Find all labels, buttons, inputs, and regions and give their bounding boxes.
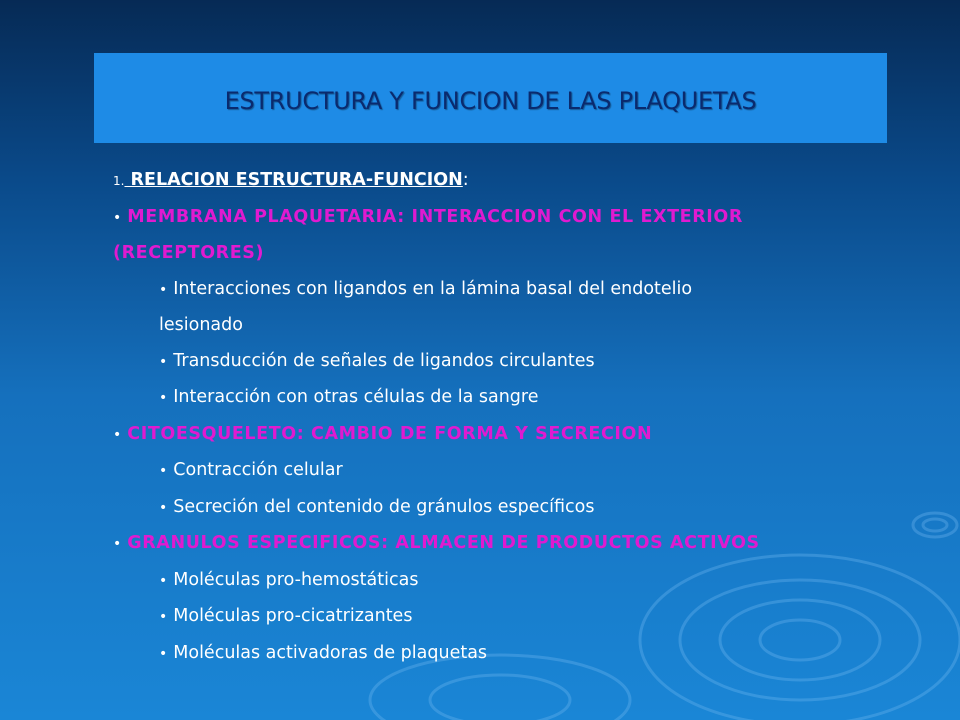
- list-item-text: Moléculas activadoras de plaquetas: [173, 642, 488, 663]
- group-label-line1: CITOESQUELETO: CAMBIO DE FORMA Y SECRECION: [127, 423, 653, 444]
- bullet-icon: •: [159, 353, 168, 370]
- bullet-icon: •: [159, 281, 168, 298]
- list-item: [113, 636, 813, 673]
- section-number: 1.: [113, 174, 125, 188]
- list-item-text: Moléculas pro-cicatrizantes: [173, 606, 413, 626]
- list-item-text: Secreción del contenido de gránulos específicos: [173, 496, 595, 517]
- section-colon: :: [462, 170, 469, 190]
- list-item: [113, 380, 813, 417]
- list-item-text: Contracción celular: [173, 460, 343, 480]
- bullet-icon: •: [159, 390, 168, 406]
- list-item: [113, 599, 813, 636]
- group-label-granulos: [113, 526, 813, 563]
- list-item: [113, 344, 813, 381]
- list-item: [113, 453, 813, 490]
- group-label-membrana: [113, 200, 813, 237]
- slide-content: [113, 163, 813, 672]
- bullet-icon: •: [113, 536, 122, 552]
- bullet-icon: •: [159, 463, 168, 479]
- group-label-line1: GRANULOS ESPECIFICOS: ALMACEN DE PRODUCTOS ACTIVOS: [127, 533, 760, 553]
- list-item-text-wrap: lesionado: [159, 315, 243, 335]
- section-heading: RELACION ESTRUCTURA-FUNCION: [124, 170, 463, 190]
- bullet-icon: •: [113, 209, 122, 226]
- list-item: [113, 272, 813, 309]
- list-item: [113, 490, 813, 527]
- bullet-icon: •: [159, 609, 168, 625]
- list-item: [113, 563, 813, 600]
- section-heading-line: [113, 163, 813, 200]
- bullet-icon: •: [159, 572, 168, 589]
- group-label-citoesqueleto: [113, 417, 813, 454]
- group-label-membrana-cont: [113, 236, 813, 272]
- list-item-text: Transducción de señales de ligandos circulantes: [173, 350, 595, 371]
- list-item-text: Moléculas pro-hemostáticas: [173, 569, 419, 590]
- group-label-line1: MEMBRANA PLAQUETARIA: INTERACCION CON EL EXTERIOR: [127, 206, 743, 227]
- list-item-text: Interacción con otras células de la sangre: [173, 387, 539, 407]
- group-label-line2: (RECEPTORES): [113, 243, 265, 263]
- list-item-wrap: [113, 308, 813, 344]
- list-item-text: Interacciones con ligandos en la lámina basal del endotelio: [173, 278, 693, 299]
- title-box: [94, 53, 887, 143]
- bullet-icon: •: [113, 426, 122, 443]
- page-title: ESTRUCTURA Y FUNCION DE LAS PLAQUETAS: [224, 87, 757, 115]
- bullet-icon: •: [159, 499, 168, 516]
- bullet-icon: •: [159, 645, 168, 662]
